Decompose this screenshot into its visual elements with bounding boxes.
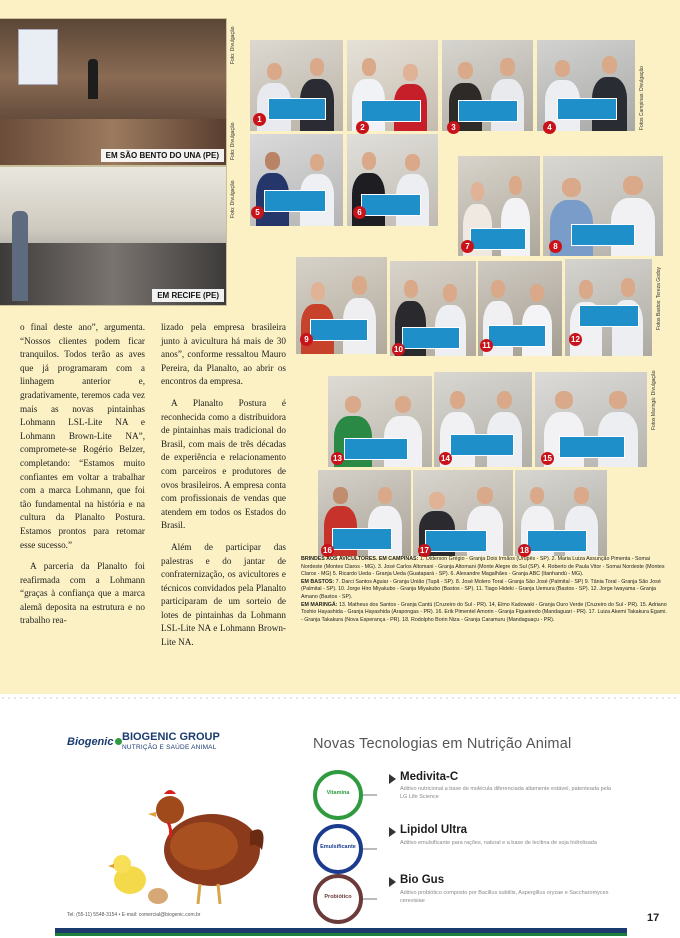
winner-photo-8 [543,156,663,256]
winner-photo-4 [537,40,635,131]
photo-number-badge: 9 [300,333,313,346]
photo-credit: Fotos Bastos: Tereza Godoy [656,267,662,330]
winner-photo-16 [318,470,411,556]
photo-number-badge: 5 [251,206,264,219]
photo-number-badge: 16 [321,544,334,557]
winners-heading-maringa: EM MARINGÁ: [301,601,338,608]
biogenic-ad [55,712,627,928]
article-paragraph: A Planalto Postura é reconhecida como a distribuidora de pintainhas mais tradicional do Brasil, com mais de três décadas de experiência e relacionamento com parceiros e produtores de ovos brasileiros. A empresa conta com profissionais de vendas que atendem em todos os Estados do Brasil. [161,397,286,531]
photo-number-badge: 6 [353,206,366,219]
connector-line [363,848,377,850]
photo-number-badge: 15 [541,452,554,465]
brand-logo [67,736,122,748]
brand-name: BIOGENIC GROUP [122,731,220,743]
winners-text-bastos: 7. Darci Santos Aguiar - Granja União (Tupã - SP). 8. José Molero Toral - Granja São José (Palmital - SP) 9. Tânia Toral - Granja São José (Palmital - SP). 10. Jorge Hiro Miyakubo - Granja Miyakubo (Bastos - SP). 11. Tiago Hideki - Granja Uemura (Bastos - SP). 12. Jorge Iwayama - Granja Amano (Bastos - SP). [301,578,661,600]
arrow-icon [389,877,396,887]
winners-list [301,556,668,624]
winner-photo-3 [442,40,533,131]
arrow-icon [389,827,396,837]
photo-number-badge: 2 [356,121,369,134]
winner-photo-17 [413,470,513,556]
photo-number-badge: 13 [331,452,344,465]
product-name: Lipidol Ultra [400,824,468,836]
photo-credit: Foto: Divulgação [230,26,236,64]
photo-number-badge: 17 [418,544,431,557]
photo-number-badge: 3 [447,121,460,134]
emulsificante-badge: Emulsificante [313,824,363,874]
arrow-icon [389,774,396,784]
photo-credit: Foto: Divulgação [230,180,236,218]
photo-credit: Fotos Maringá: Divulgação [651,370,657,430]
article-paragraph: o final deste ano”, argumenta. “Nossos clientes podem ficar tranquilos. Todos terão as aves que já programaram com a linhagem anterior e, gradativamente, teremos cada vez mais as novas pintainhas Lohmann LSL-Lite NA e Lohmann Brown-Lite NA”, compromete-se Rogério Belzer, completando: “Estamos muito confiantes em voltar a trabalhar com a marca Lohmann, que foi tão fundamental na história e na cultura da Planalto Postura. Estamos prontos para retomar esse sucesso.” [20,322,145,550]
probiotico-badge: Probiótico [313,874,363,924]
photo-number-badge: 11 [480,339,493,352]
connector-line [363,898,377,900]
photo-caption: EM RECIFE (PE) [152,289,224,302]
winner-photo-13 [328,376,432,467]
product-name: Medivita-C [400,771,459,783]
winners-text-maringa: 13. Matheus dos Santos - Granja Cantú (Cruzeiro do Sul - PR). 14, Elmo Kadowaki - Granja Ouro Verde (Cruzeiro do Sul - PR). 15. Adriano Toshio Hayashida - Granja Hayashida (Arapongas - PR). 16. Erik Pimentel Amorin - Granja Figueiredo (Mandaguari - PR). 17. Luiza Akemi Takakura Egami. - Granja Takakura (Nova Esperança - PR). 18. Rodolpho Borin Niza - Granja Caramuru (Mandaguaçu - PR). [301,601,667,623]
product-description: Aditivo probiótico composto por Bacillus subtilis, Aspergillus oryzae e Saccharomyces cerevisiae [400,890,609,904]
photo-number-badge: 7 [461,240,474,253]
page-number: 17 [647,912,660,924]
hen-and-chick-illustration [100,772,270,912]
winner-photo-2 [347,40,438,131]
photo-recife [0,167,226,305]
winners-text-campinas: 1. Olderson Grégio - Granja Dois Irmãos (Urupês - SP). 2. Maria Luiza Assunção Pimenta - Somai Nordeste (Montes Claros - MG). 3. José Carlos Altomani - Granja Altomani (Monte Alegre do Sul (SP). 4. Roberto de Paula Vitor - Somai Nordeste (Montes Claros - MG) 5. Ricardo Ueda - Granja Ueda (Guatapará - SP). 6. Alexandre Magalhães - Granja ABC (Itanhandú - MG). [301,556,665,578]
winner-photo-18 [515,470,607,556]
connector-line [363,794,377,796]
photo-number-badge: 4 [543,121,556,134]
brand-tagline: NUTRIÇÃO E SAÚDE ANIMAL [122,744,217,751]
article-paragraph: lizado pela empresa brasileira junto à avicultura há mais de 30 anos”, conforme ressaltou Mauro Pereira, da Planalto, ao abrir os encontros da empresa. [161,322,286,387]
photo-caption: EM SÃO BENTO DO UNA (PE) [101,149,224,162]
ad-title: Novas Tecnologias em Nutrição Animal [313,736,572,752]
photo-sao-bento [0,19,226,165]
photo-number-badge: 12 [569,333,582,346]
product-description: Aditivo emulsificante para rações, natural e a base de lecitina de soja hidrolisada [400,840,597,846]
brand-logo-text: Biogenic [67,736,114,748]
article-column-2 [161,321,286,658]
product-name: Bio Gus [400,874,445,886]
photo-number-badge: 1 [253,113,266,126]
winner-photo-10 [390,261,476,356]
winners-heading-bastos: EM BASTOS: [301,578,335,585]
winners-heading-campinas: BRINDES AOS AVICULTORES. EM CAMPINAS: [301,556,419,562]
vitamina-badge: Vitamina [313,770,363,820]
photo-credit: Foto: Divulgação [230,122,236,160]
ad-contact: Tel: (55-11) 5548-3154 • E-mail: comercial@biogenic.com.br [67,912,201,918]
photo-credit: Fotos Campinas: Divulgação [639,66,645,130]
photo-number-badge: 8 [549,240,562,253]
photo-number-badge: 18 [518,544,531,557]
dotted-separator [0,697,680,699]
photo-number-badge: 14 [439,452,452,465]
photo-number-badge: 10 [392,343,405,356]
ad-footer-bar-green [55,933,627,936]
article-column-1 [20,321,145,636]
article-paragraph: A parceria da Planalto foi reafirmada com a Lohmann “graças à confiança que a marca alemã deposita na estrutura e no trabalho rea- [20,561,145,626]
product-description: Aditivo nutricional a base de molécula diferenciada altamente estável, patenteada pela LG Life Science [400,786,611,800]
article-paragraph: Além de participar das palestras e do jantar de confraternização, os avicultores e técnicos convidados pela Planalto participaram de um sorteio de lotes de pintainhas da Lohmann LSL-Lite NA e Lohmann Brown-Lite NA. [161,541,286,648]
